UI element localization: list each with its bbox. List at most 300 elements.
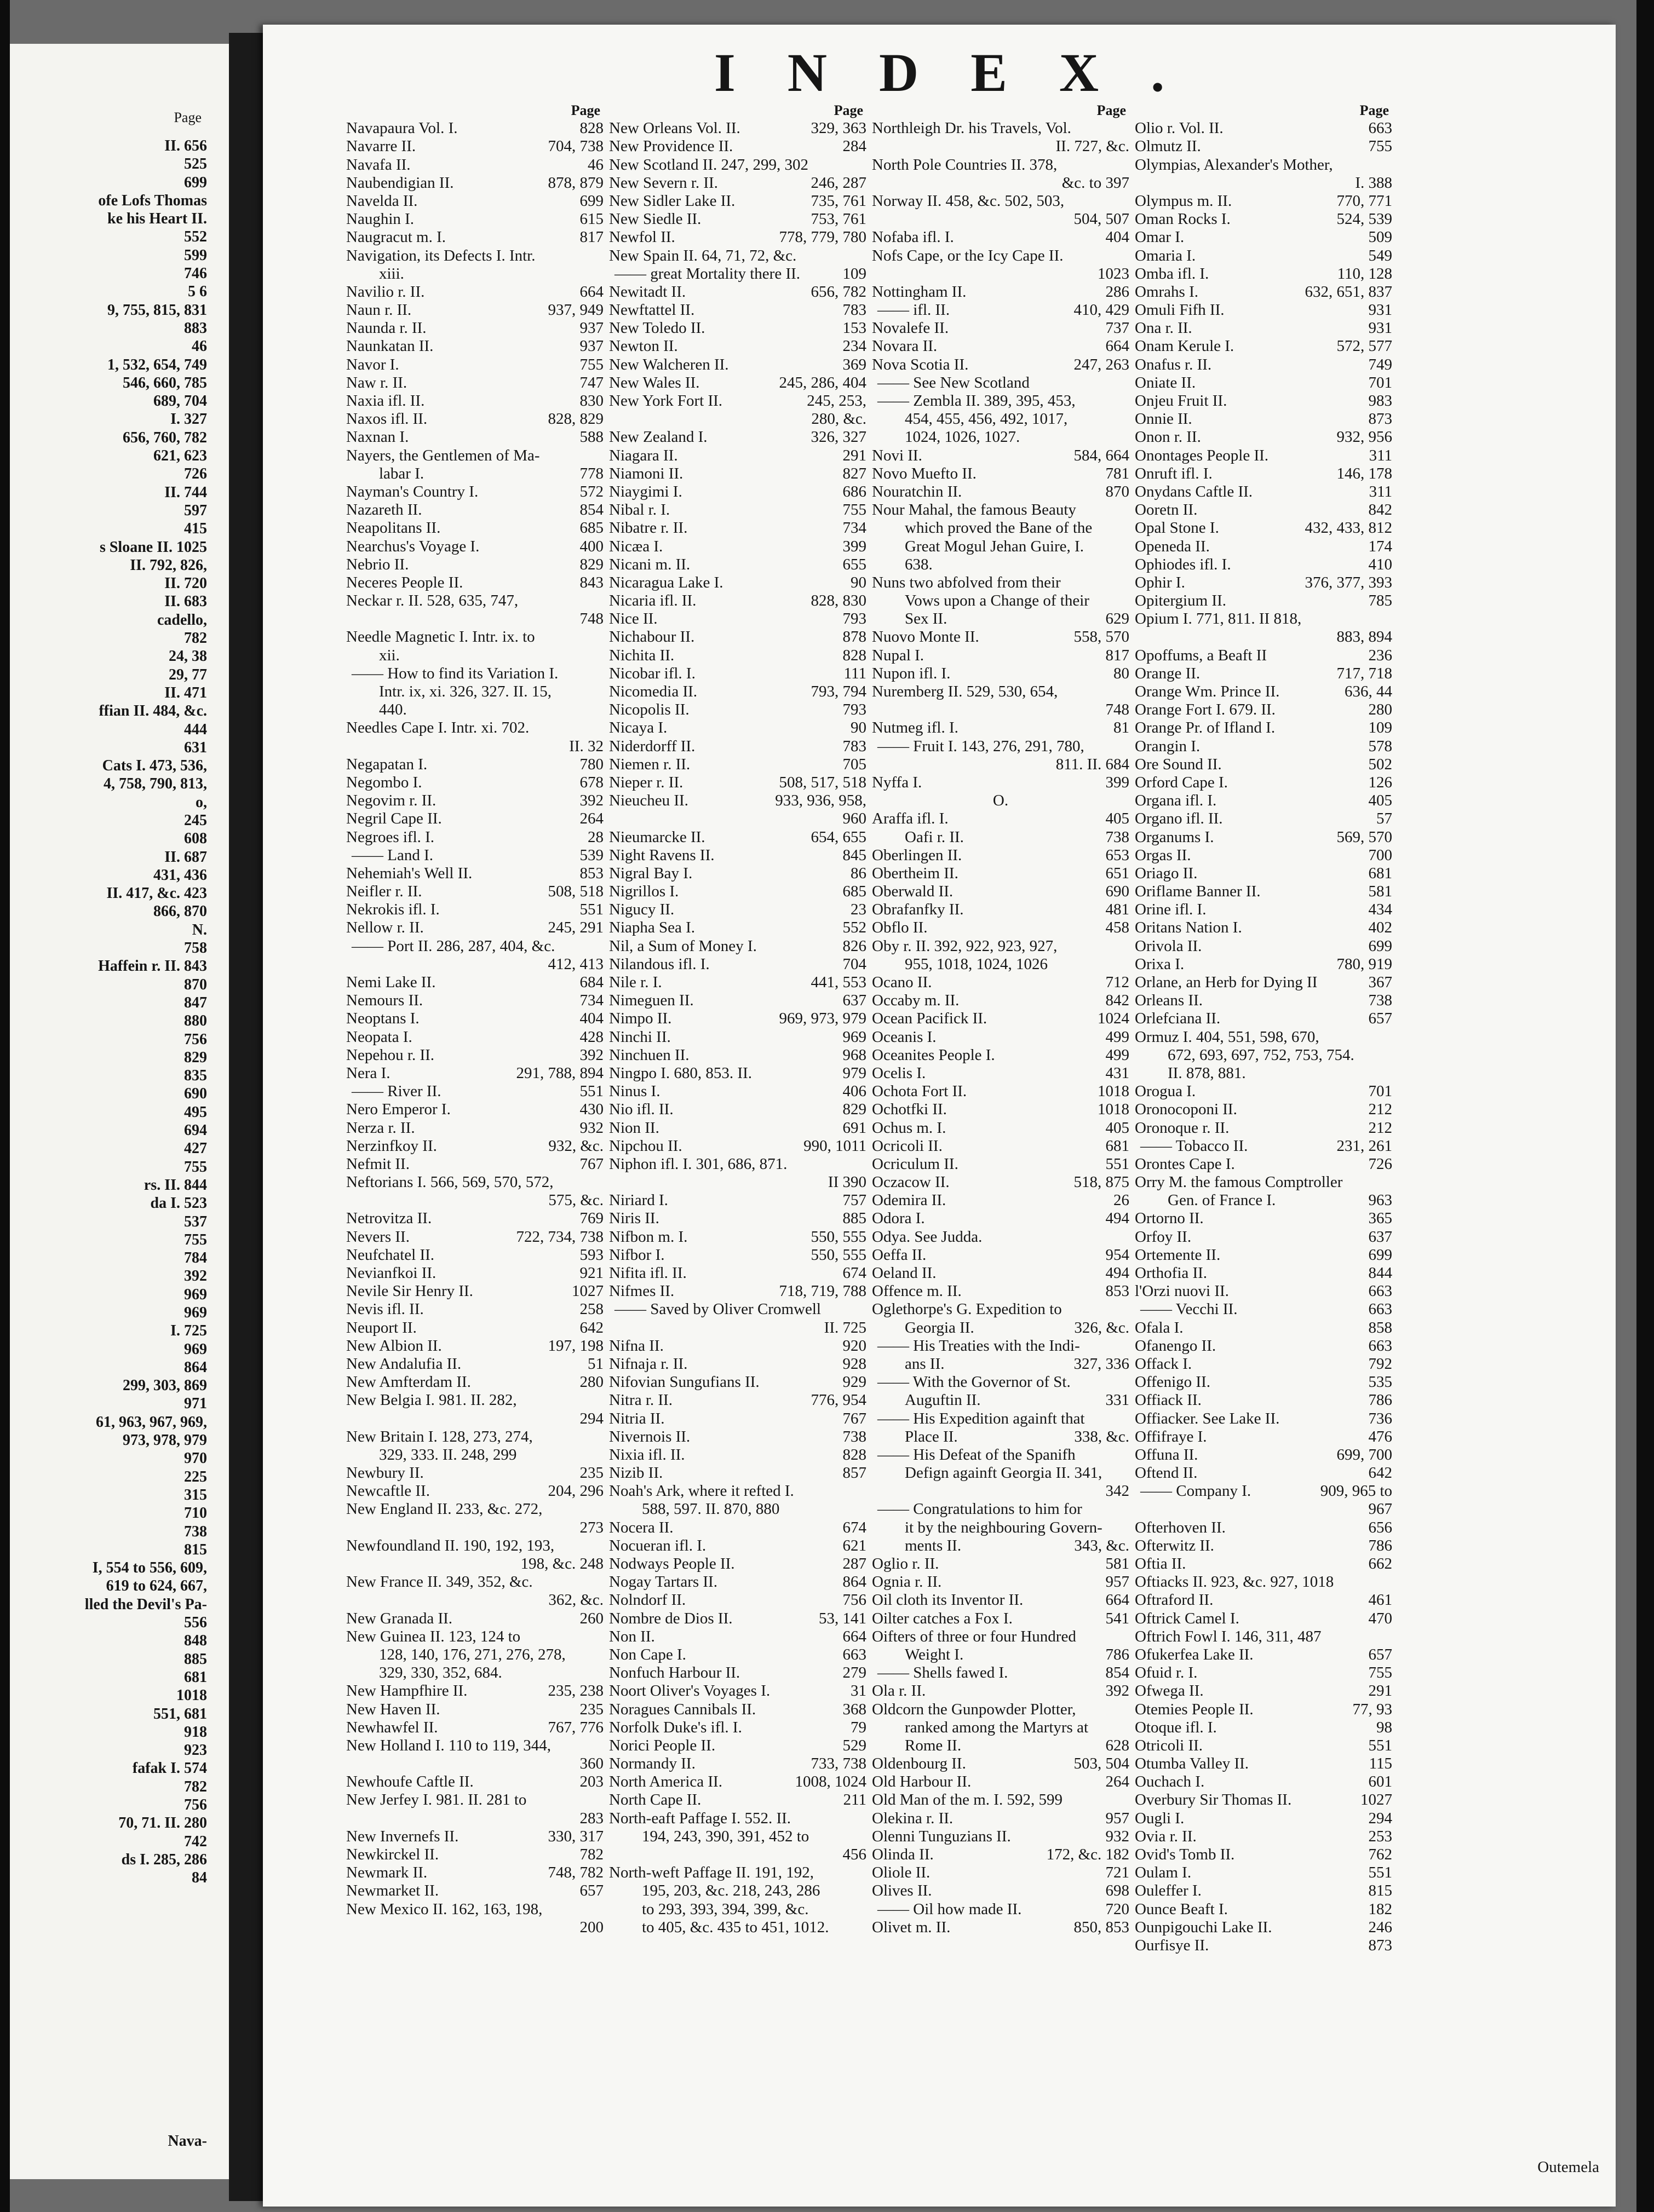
entry-pages bbox=[598, 1573, 604, 1591]
entry-pages: 572, 577 bbox=[1336, 337, 1392, 355]
index-entry bbox=[1135, 756, 1392, 774]
index-entry bbox=[609, 483, 866, 501]
entry-term: Niamoni II. bbox=[609, 464, 684, 482]
previous-page-line: 315 bbox=[184, 1486, 207, 1504]
entry-line bbox=[1135, 901, 1392, 919]
entry-pages: 829 bbox=[579, 555, 604, 573]
entry-term: Niaygimi I. bbox=[609, 482, 682, 500]
previous-page-line: 835 bbox=[184, 1067, 207, 1085]
index-entry bbox=[1135, 538, 1392, 556]
entry-term: Nearchus's Voyage I. bbox=[346, 537, 480, 555]
entry-term: Oliole II. bbox=[872, 1864, 931, 1882]
entry-pages: 829 bbox=[842, 1101, 866, 1119]
index-entry bbox=[872, 1864, 1129, 1882]
entry-line bbox=[1135, 210, 1392, 228]
index-entry bbox=[346, 247, 604, 283]
entry-term: Nova Scotia II. bbox=[872, 355, 969, 373]
entry-pages bbox=[1387, 1028, 1392, 1046]
entry-term: Oronoque r. II. bbox=[1135, 1119, 1230, 1137]
entry-line bbox=[872, 610, 1129, 628]
entry-term: Nottingham II. bbox=[872, 283, 967, 301]
index-entry bbox=[346, 792, 604, 810]
index-entry bbox=[609, 156, 866, 174]
entry-line bbox=[1135, 1937, 1392, 1955]
entry-pages: 664 bbox=[1105, 1591, 1129, 1609]
entry-line bbox=[346, 1500, 604, 1518]
entry-line bbox=[609, 210, 866, 228]
previous-page-line: 883 bbox=[184, 319, 207, 337]
entry-term: xii. bbox=[379, 646, 400, 664]
entry-term: Niriard I. bbox=[609, 1191, 668, 1209]
entry-pages: 264 bbox=[579, 810, 604, 828]
entry-line bbox=[346, 1246, 604, 1264]
entry-term: Niris II. bbox=[609, 1209, 659, 1228]
index-entry bbox=[346, 1082, 604, 1101]
entry-pages: 260 bbox=[579, 1609, 604, 1627]
entry-pages: 663 bbox=[1368, 119, 1392, 137]
entry-pages: 932, &c. bbox=[548, 1137, 604, 1155]
entry-term: Nero Emperor I. bbox=[346, 1101, 451, 1119]
entry-pages: 811. II. 684 bbox=[1055, 755, 1129, 773]
index-entry bbox=[872, 301, 1129, 319]
index-entry bbox=[1135, 937, 1392, 955]
entry-line bbox=[1135, 883, 1392, 901]
index-entry bbox=[1135, 1810, 1392, 1828]
index-entry bbox=[872, 319, 1129, 337]
entry-line bbox=[1135, 1628, 1392, 1646]
index-entry bbox=[609, 465, 866, 483]
entry-term bbox=[379, 1191, 543, 1209]
entry-pages: 279 bbox=[842, 1664, 866, 1682]
index-entry bbox=[346, 283, 604, 301]
entry-pages: 236 bbox=[1368, 646, 1392, 664]
entry-pages: 850, 853 bbox=[1073, 1918, 1129, 1936]
entry-term: Noort Oliver's Voyages I. bbox=[609, 1682, 771, 1700]
entry-term: Organa ifl. I. bbox=[1135, 792, 1217, 810]
entry-pages bbox=[1124, 538, 1129, 556]
index-entry bbox=[609, 1300, 866, 1337]
entry-pages: 990, 1011 bbox=[803, 1137, 866, 1155]
entry-line bbox=[872, 137, 1129, 155]
index-entry bbox=[1135, 1664, 1392, 1682]
entry-term: Neopata I. bbox=[346, 1028, 412, 1046]
entry-pages: II. 727, &c. bbox=[1055, 137, 1129, 155]
previous-page-line: 815 bbox=[184, 1541, 207, 1558]
index-entry bbox=[346, 501, 604, 519]
index-entry bbox=[872, 1791, 1129, 1809]
index-entry bbox=[346, 1719, 604, 1737]
entry-line bbox=[609, 247, 866, 265]
entry-line bbox=[872, 1791, 1129, 1809]
index-entry bbox=[609, 592, 866, 610]
index-entry bbox=[1135, 665, 1392, 683]
entry-pages: 109 bbox=[1368, 719, 1392, 737]
entry-term: Orange Pr. of Ifland I. bbox=[1135, 719, 1276, 737]
entry-term: Otoque ifl. I. bbox=[1135, 1718, 1217, 1736]
entry-pages: 405 bbox=[1105, 1119, 1129, 1137]
entry-pages: 481 bbox=[1105, 901, 1129, 919]
entry-pages: 80 bbox=[1113, 664, 1129, 682]
previous-page-line: 29, 77 bbox=[169, 666, 207, 683]
index-entry bbox=[609, 1482, 866, 1518]
entry-pages: 699 bbox=[1368, 937, 1392, 955]
entry-term: ans II. bbox=[905, 1355, 945, 1373]
entry-term: —— His Defeat of the Spanifh bbox=[877, 1445, 1076, 1464]
index-entry bbox=[346, 883, 604, 901]
entry-term: Ofwega II. bbox=[1135, 1682, 1204, 1700]
entry-line bbox=[609, 719, 866, 737]
entry-term: Orthofia II. bbox=[1135, 1264, 1208, 1282]
index-entry bbox=[609, 1810, 866, 1864]
entry-pages: 291 bbox=[1368, 1682, 1392, 1700]
entry-line bbox=[609, 1391, 866, 1409]
index-entry bbox=[609, 1391, 866, 1409]
entry-term: Nepehou r. II. bbox=[346, 1046, 435, 1064]
entry-term: Nicopolis II. bbox=[609, 701, 690, 719]
entry-pages: 748, 782 bbox=[548, 1864, 604, 1882]
entry-line bbox=[609, 1010, 866, 1028]
index-entry bbox=[1135, 410, 1392, 428]
entry-pages: 524, 539 bbox=[1336, 210, 1392, 228]
entry-line bbox=[346, 901, 604, 919]
entry-line bbox=[872, 392, 1129, 410]
entry-term: Ouchach I. bbox=[1135, 1773, 1205, 1791]
entry-line bbox=[609, 519, 866, 537]
entry-term: Nemi Lake II. bbox=[346, 973, 436, 991]
entry-term bbox=[905, 137, 1050, 155]
index-entry bbox=[1135, 1101, 1392, 1119]
entry-term: Naubendigian II. bbox=[346, 174, 454, 192]
entry-term: Newhoufe Caftle II. bbox=[346, 1773, 474, 1791]
index-entry bbox=[609, 1137, 866, 1155]
index-entry bbox=[609, 374, 866, 392]
entry-term: Ofterhoven II. bbox=[1135, 1518, 1226, 1536]
entry-line bbox=[346, 828, 604, 846]
index-entry bbox=[872, 1773, 1129, 1791]
entry-pages: 842 bbox=[1368, 501, 1392, 519]
entry-term: Oman Rocks I. bbox=[1135, 210, 1231, 228]
entry-term: Nofaba ifl. I. bbox=[872, 228, 954, 246]
index-entry bbox=[346, 774, 604, 792]
index-entry bbox=[346, 1500, 604, 1536]
entry-term: Nitria II. bbox=[609, 1409, 665, 1427]
entry-pages: 330, 317 bbox=[548, 1827, 604, 1845]
entry-line bbox=[872, 1628, 1129, 1646]
index-entry bbox=[609, 665, 866, 683]
entry-line bbox=[346, 1519, 604, 1537]
entry-term: it by the neighbouring Govern- bbox=[905, 1518, 1102, 1536]
entry-pages: 921 bbox=[579, 1264, 604, 1282]
entry-pages: 735, 761 bbox=[811, 192, 866, 210]
entry-line bbox=[346, 210, 604, 228]
index-entry bbox=[346, 1682, 604, 1700]
entry-line bbox=[609, 937, 866, 955]
index-entry bbox=[346, 447, 604, 483]
entry-pages: 738 bbox=[842, 1427, 866, 1445]
entry-pages: 365 bbox=[1368, 1209, 1392, 1228]
entry-line bbox=[872, 192, 1129, 210]
entry-term bbox=[1168, 628, 1331, 646]
entry-line bbox=[346, 538, 604, 556]
entry-term: Old Man of the m. I. 592, 599 bbox=[872, 1791, 1063, 1809]
entry-term: North Cape II. bbox=[609, 1791, 702, 1809]
entry-term: Offack I. bbox=[1135, 1355, 1192, 1373]
entry-term: —— Tobacco II. bbox=[1140, 1137, 1248, 1155]
index-entry bbox=[1135, 1555, 1392, 1573]
entry-line bbox=[346, 1846, 604, 1864]
entry-pages: 815 bbox=[1368, 1882, 1392, 1900]
entry-pages bbox=[861, 1919, 866, 1937]
entry-line bbox=[872, 1755, 1129, 1773]
previous-page-line: Cats I. 473, 536, bbox=[102, 757, 207, 775]
entry-pages bbox=[598, 1737, 604, 1755]
entry-line bbox=[609, 556, 866, 574]
entry-term: Nutmeg ifl. I. bbox=[872, 719, 958, 737]
entry-pages: 287 bbox=[842, 1555, 866, 1572]
entry-pages: 153 bbox=[842, 319, 866, 337]
entry-line bbox=[609, 1319, 866, 1337]
entry-pages: 246 bbox=[1368, 1918, 1392, 1936]
entry-pages bbox=[1124, 156, 1129, 174]
entry-term: Novi II. bbox=[872, 446, 922, 464]
entry-term: New Sidler Lake II. bbox=[609, 192, 736, 210]
previous-page-line: 782 bbox=[184, 630, 207, 647]
entry-line bbox=[346, 1337, 604, 1355]
entry-line bbox=[872, 1646, 1129, 1664]
previous-page-line: cadello, bbox=[157, 611, 207, 629]
entry-line bbox=[609, 1282, 866, 1300]
entry-term: Ochotfki II. bbox=[872, 1101, 947, 1119]
index-entry bbox=[1135, 1300, 1392, 1318]
entry-pages: 776, 954 bbox=[811, 1391, 866, 1409]
entry-pages: 212 bbox=[1368, 1119, 1392, 1137]
entry-term bbox=[905, 210, 1069, 228]
entry-line bbox=[1135, 774, 1392, 792]
entry-pages: 535 bbox=[1368, 1373, 1392, 1391]
index-entry bbox=[1135, 356, 1392, 374]
entry-term: Otumba Valley II. bbox=[1135, 1755, 1249, 1773]
entry-line bbox=[1135, 1555, 1392, 1573]
entry-pages: 642 bbox=[1368, 1464, 1392, 1482]
index-entry bbox=[1135, 1628, 1392, 1646]
entry-term: Odora I. bbox=[872, 1209, 925, 1228]
entry-pages: 663 bbox=[842, 1645, 866, 1663]
entry-line bbox=[609, 1028, 866, 1046]
index-entry bbox=[1135, 319, 1392, 337]
entry-pages: 431 bbox=[1105, 1064, 1129, 1082]
entry-term: —— Saved by Oliver Cromwell bbox=[614, 1300, 821, 1318]
index-entry bbox=[1135, 1282, 1392, 1300]
entry-pages: 405 bbox=[1368, 792, 1392, 810]
entry-pages: 508, 518 bbox=[548, 883, 604, 901]
entry-line bbox=[346, 628, 604, 646]
entry-pages bbox=[598, 265, 604, 283]
entry-line bbox=[609, 1846, 866, 1864]
entry-term: Neuport II. bbox=[346, 1318, 417, 1337]
previous-page-line: II. 720 bbox=[164, 575, 207, 592]
index-entry bbox=[609, 1155, 866, 1191]
index-entry bbox=[609, 1264, 866, 1282]
entry-pages: 873 bbox=[1368, 1936, 1392, 1954]
entry-term: Oby r. II. 392, 922, 923, 927, bbox=[872, 937, 1058, 955]
index-column-2 bbox=[609, 101, 866, 1937]
entry-pages: 273 bbox=[579, 1518, 604, 1536]
index-entry bbox=[609, 719, 866, 737]
entry-term bbox=[379, 955, 543, 973]
entry-line bbox=[609, 1519, 866, 1537]
entry-term: Nitra r. II. bbox=[609, 1391, 673, 1409]
entry-pages: 581 bbox=[1105, 1555, 1129, 1572]
entry-line bbox=[872, 810, 1129, 828]
entry-term: Niphon ifl. I. 301, 686, 871. bbox=[609, 1155, 788, 1173]
entry-pages bbox=[1124, 1791, 1129, 1809]
entry-term: Orford Cape I. bbox=[1135, 773, 1228, 791]
entry-term: Nerza r. II. bbox=[346, 1119, 415, 1137]
entry-term: Nogay Tartars II. bbox=[609, 1573, 717, 1591]
entry-line bbox=[872, 937, 1129, 955]
entry-pages: 954 bbox=[1105, 1246, 1129, 1264]
previous-page-line: 495 bbox=[184, 1103, 207, 1121]
entry-line bbox=[872, 1082, 1129, 1101]
previous-page-line: ffian II. 484, &c. bbox=[99, 702, 207, 720]
entry-line bbox=[1135, 192, 1392, 210]
entry-pages bbox=[598, 1791, 604, 1809]
entry-line bbox=[346, 683, 604, 701]
index-entry bbox=[872, 1500, 1129, 1555]
entry-term: Naxnan I. bbox=[346, 428, 409, 446]
index-entry bbox=[346, 919, 604, 937]
entry-pages bbox=[861, 1900, 866, 1919]
previous-page-line: ofe Lofs Thomas bbox=[98, 192, 207, 209]
entry-pages: 584, 664 bbox=[1073, 446, 1129, 464]
entry-line bbox=[872, 1719, 1129, 1737]
entry-line bbox=[609, 1191, 866, 1209]
entry-line bbox=[872, 1137, 1129, 1155]
entry-pages: 817 bbox=[1105, 646, 1129, 664]
index-entry bbox=[872, 283, 1129, 301]
entry-line bbox=[346, 1282, 604, 1300]
index-entry bbox=[609, 955, 866, 973]
index-entry bbox=[1135, 1228, 1392, 1246]
entry-line bbox=[872, 1810, 1129, 1828]
entry-term: Oldcorn the Gunpowder Plotter, bbox=[872, 1700, 1076, 1718]
entry-line bbox=[872, 1500, 1129, 1518]
previous-page-line: 885 bbox=[184, 1650, 207, 1668]
entry-line bbox=[1135, 428, 1392, 446]
entry-pages: 456 bbox=[842, 1846, 866, 1863]
entry-term: Oftrich Fowl I. 146, 311, 487 bbox=[1135, 1627, 1322, 1645]
entry-term: Olekina r. II. bbox=[872, 1809, 954, 1827]
entry-line bbox=[346, 1537, 604, 1555]
entry-term: Organo ifl. II. bbox=[1135, 810, 1223, 828]
previous-page-line: 738 bbox=[184, 1523, 207, 1540]
previous-page-line: II. 656 bbox=[164, 137, 207, 154]
entry-line bbox=[609, 1882, 866, 1900]
entry-pages bbox=[1387, 1573, 1392, 1591]
entry-term: Ourfisye II. bbox=[1135, 1936, 1209, 1954]
entry-pages bbox=[1124, 683, 1129, 701]
index-entry bbox=[346, 1028, 604, 1046]
entry-line bbox=[609, 1119, 866, 1137]
entry-line bbox=[872, 1610, 1129, 1628]
entry-pages: 51 bbox=[588, 1355, 604, 1373]
entry-term: Nieumarcke II. bbox=[609, 828, 705, 846]
previous-page-line: 918 bbox=[184, 1723, 207, 1741]
entry-pages: 86 bbox=[851, 864, 866, 882]
previous-page-line: 848 bbox=[184, 1632, 207, 1650]
previous-page-line: 870 bbox=[184, 976, 207, 993]
entry-pages: 410 bbox=[1368, 555, 1392, 573]
entry-line bbox=[346, 574, 604, 592]
entry-line bbox=[872, 883, 1129, 901]
entry-term: Noah's Ark, where it refted I. bbox=[609, 1482, 794, 1500]
entry-pages: 664 bbox=[842, 1627, 866, 1645]
entry-line bbox=[609, 1046, 866, 1064]
index-entry bbox=[1135, 1646, 1392, 1664]
entry-pages bbox=[1124, 192, 1129, 210]
entry-term: 195, 203, &c. 218, 243, 286 bbox=[642, 1882, 820, 1900]
entry-term: New Belgia I. 981. II. 282, bbox=[346, 1391, 517, 1409]
entry-pages: 235 bbox=[579, 1464, 604, 1482]
entry-pages bbox=[598, 1646, 604, 1664]
entry-line bbox=[872, 1591, 1129, 1609]
entry-line bbox=[1135, 174, 1392, 192]
index-entry bbox=[1135, 647, 1392, 665]
entry-pages: 753, 761 bbox=[811, 210, 866, 228]
entry-pages: 286 bbox=[1105, 283, 1129, 301]
entry-term: Naw r. II. bbox=[346, 373, 407, 391]
entry-line bbox=[872, 1355, 1129, 1373]
entry-line bbox=[609, 1464, 866, 1482]
entry-term: Oczacow II. bbox=[872, 1173, 950, 1191]
entry-line bbox=[872, 1446, 1129, 1464]
index-entry bbox=[1135, 1828, 1392, 1846]
previous-page-line: 631 bbox=[184, 739, 207, 756]
index-entry bbox=[346, 1373, 604, 1391]
entry-pages bbox=[1124, 592, 1129, 610]
entry-line bbox=[346, 701, 604, 719]
entry-line bbox=[1135, 1664, 1392, 1682]
entry-line bbox=[346, 610, 604, 628]
entry-line bbox=[872, 1846, 1129, 1864]
entry-pages: 502 bbox=[1368, 755, 1392, 773]
entry-line bbox=[609, 973, 866, 992]
entry-pages: 558, 570 bbox=[1073, 628, 1129, 646]
index-entry bbox=[346, 1264, 604, 1282]
entry-line bbox=[346, 247, 604, 265]
index-entry bbox=[609, 792, 866, 828]
entry-line bbox=[609, 1410, 866, 1428]
entry-line bbox=[872, 1773, 1129, 1791]
index-entry bbox=[1135, 192, 1392, 210]
index-entry bbox=[609, 1555, 866, 1573]
index-entry bbox=[872, 447, 1129, 465]
entry-line bbox=[609, 1500, 866, 1518]
entry-pages: 235, 238 bbox=[548, 1682, 604, 1700]
index-entry bbox=[1135, 1010, 1392, 1028]
entry-term: 329, 330, 352, 684. bbox=[379, 1664, 502, 1682]
entry-line bbox=[1135, 1373, 1392, 1391]
entry-term: Oberwald II. bbox=[872, 883, 954, 901]
index-column-1 bbox=[346, 101, 604, 1937]
index-entry bbox=[609, 119, 866, 137]
index-entry bbox=[872, 228, 1129, 246]
entry-pages bbox=[861, 1155, 866, 1173]
entry-line bbox=[609, 192, 866, 210]
entry-pages: 781 bbox=[1105, 464, 1129, 482]
entry-term: Olmutz II. bbox=[1135, 137, 1201, 155]
entry-term: Oftrick Camel I. bbox=[1135, 1609, 1239, 1627]
